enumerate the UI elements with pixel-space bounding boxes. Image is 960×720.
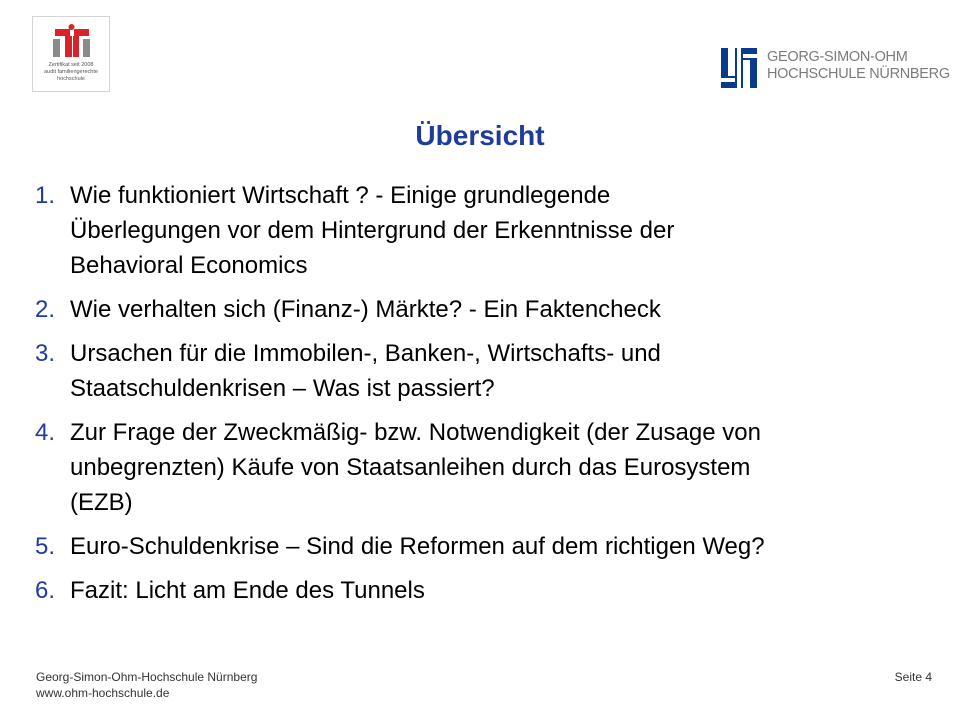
agenda-item-6: [35, 573, 940, 608]
certificate-logo: [32, 16, 110, 92]
agenda-line: Staatschuldenkrisen – Was ist passiert?: [70, 375, 495, 402]
agenda-line: (EZB): [70, 489, 133, 516]
agenda-number: 3.: [35, 340, 56, 367]
ohm-logo-icon: [721, 48, 763, 88]
footer-institution-name: Georg-Simon-Ohm-Hochschule Nürnberg: [36, 670, 258, 684]
agenda-item-4: [35, 415, 940, 520]
agenda-number: 2.: [35, 296, 56, 323]
agenda-line: Ursachen für die Immobilen-, Banken-, Wirtschafts- und: [70, 340, 661, 367]
university-name: [767, 49, 950, 83]
university-name-line: GEORG-SIMON-OHM: [767, 49, 908, 65]
footer-institution: [36, 669, 257, 701]
agenda-line: Überlegungen vor dem Hintergrund der Erkenntnisse der: [70, 217, 675, 244]
agenda-number: 6.: [35, 577, 56, 604]
university-logo: [721, 48, 950, 90]
agenda-number: 1.: [35, 182, 56, 209]
agenda-text: [70, 292, 940, 327]
certificate-line: hochschule: [57, 76, 85, 82]
agenda-text: [70, 178, 940, 283]
family-audit-logo-icon: [52, 23, 92, 59]
agenda-item-3: [35, 336, 940, 406]
agenda-line: Wie funktioniert Wirtschaft ? - Einige grundlegende: [70, 182, 611, 209]
agenda-line: Zur Frage der Zweckmäßig- bzw. Notwendigkeit (der Zusage von: [70, 419, 761, 446]
agenda-line: Fazit: Licht am Ende des Tunnels: [70, 577, 425, 604]
agenda-line: Euro-Schuldenkrise – Sind die Reformen auf dem richtigen Weg?: [70, 533, 765, 560]
agenda-list: [35, 178, 940, 617]
certificate-line: Zertifikat seit 2008: [48, 62, 94, 68]
agenda-line: Wie verhalten sich (Finanz-) Märkte? - Ein Faktencheck: [70, 296, 661, 323]
page-number: Seite 4: [894, 670, 932, 684]
agenda-line: unbegrenzten) Käufe von Staatsanleihen durch das Eurosystem: [70, 454, 751, 481]
footer-website: www.ohm-hochschule.de: [36, 686, 170, 700]
agenda-line: Behavioral Economics: [70, 252, 308, 279]
certificate-line: audit familiengerechte: [44, 69, 98, 75]
agenda-item-2: [35, 292, 940, 327]
agenda-text: [70, 415, 940, 520]
agenda-text: [70, 529, 940, 564]
agenda-number: 4.: [35, 419, 56, 446]
university-name-line: HOCHSCHULE NÜRNBERG: [767, 66, 950, 82]
certificate-text: [33, 62, 109, 83]
agenda-number: 5.: [35, 533, 56, 560]
agenda-text: [70, 336, 940, 406]
agenda-item-1: [35, 178, 940, 283]
agenda-text: [70, 573, 940, 608]
slide-title: Übersicht: [415, 120, 545, 151]
agenda-item-5: [35, 529, 940, 564]
